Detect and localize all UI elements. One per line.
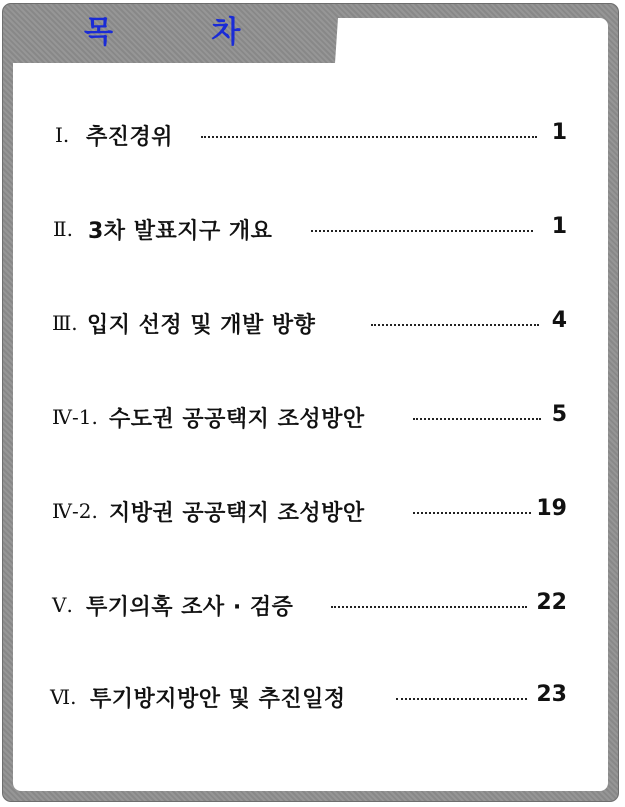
dot-leader bbox=[396, 698, 527, 700]
toc-item-number: Ⅲ. bbox=[52, 311, 78, 335]
dot-leader bbox=[311, 230, 533, 232]
dot-leader bbox=[331, 606, 527, 608]
toc-item-page: 5 bbox=[551, 402, 567, 427]
toc-item-number: Ⅳ-2. bbox=[52, 499, 98, 523]
toc-item-label: 수도권 공공택지 조성방안 bbox=[109, 407, 365, 432]
toc-item-page: 4 bbox=[551, 308, 567, 333]
toc-item[interactable] bbox=[0, 493, 625, 529]
toc-item-label: 3차 발표지구 개요 bbox=[88, 219, 273, 244]
toc-item-number: Ⅳ-1. bbox=[52, 405, 98, 429]
toc-item[interactable] bbox=[0, 587, 625, 623]
dot-leader bbox=[413, 512, 531, 514]
toc-item-number: Ⅱ. bbox=[53, 217, 73, 241]
toc-item-page: 19 bbox=[536, 496, 567, 521]
toc-item-page: 1 bbox=[551, 214, 567, 239]
toc-item-page: 1 bbox=[551, 120, 567, 145]
toc-item[interactable] bbox=[0, 117, 625, 153]
toc-item-label: 투기의혹 조사 · 검증 bbox=[86, 595, 294, 620]
dot-leader bbox=[201, 136, 537, 138]
toc-item-number: Ⅰ. bbox=[55, 123, 70, 147]
dot-leader bbox=[413, 418, 541, 420]
toc-item[interactable] bbox=[0, 305, 625, 341]
page-title: 목 차 bbox=[84, 15, 285, 50]
dot-leader bbox=[371, 324, 539, 326]
toc-item-label: 입지 선정 및 개발 방향 bbox=[87, 313, 316, 338]
toc-item-page: 23 bbox=[536, 682, 567, 707]
toc-item[interactable] bbox=[0, 399, 625, 435]
toc-item-label: 추진경위 bbox=[86, 125, 174, 150]
toc-item-label: 투기방지방안 및 추진일정 bbox=[90, 687, 346, 712]
toc-item[interactable] bbox=[0, 211, 625, 247]
toc-item-page: 22 bbox=[536, 590, 567, 615]
toc-item-label: 지방권 공공택지 조성방안 bbox=[109, 501, 365, 526]
toc-item-number: Ⅴ. bbox=[52, 593, 73, 617]
toc-item[interactable] bbox=[0, 679, 625, 715]
toc-item-number: Ⅵ. bbox=[50, 685, 77, 709]
